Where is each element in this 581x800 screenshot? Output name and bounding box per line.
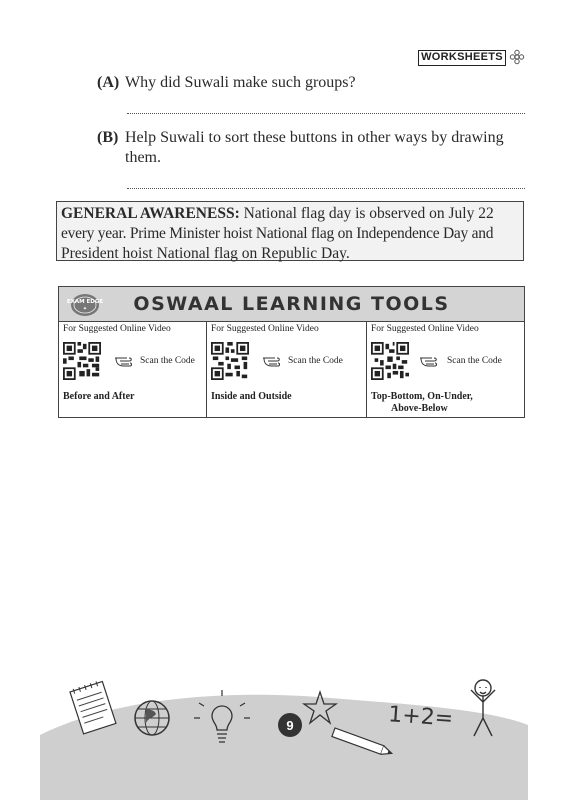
video-column [206, 321, 366, 418]
scan-code-label: Scan the Code [447, 356, 502, 366]
awareness-line-3: President hoist National flag on Republic Day. [61, 245, 350, 262]
question-b [97, 128, 527, 168]
learning-tools-panel [58, 286, 525, 418]
scan-code-label: Scan the Code [288, 356, 343, 366]
awareness-line-2: every year. Prime Minister hoist National flag on Independence Day and [61, 225, 494, 242]
answer-line[interactable] [127, 188, 525, 189]
general-awareness-box [56, 201, 524, 261]
footer-doodle-banner [0, 650, 581, 800]
learning-tools-title: OSWAAL LEARNING TOOLS [133, 293, 450, 315]
question-text: Why did Suwali make such groups? [125, 74, 356, 91]
video-column [59, 321, 206, 418]
flower-icon [509, 49, 525, 65]
awareness-line-1 [61, 204, 519, 224]
video-topic-line2: Above-Below [391, 403, 448, 414]
page-number: 9 [286, 718, 294, 733]
pointing-hand-icon [419, 353, 441, 367]
pointing-hand-icon [114, 353, 136, 367]
question-text-line1: Help Suwali to sort these buttons in other ways by drawing [125, 129, 504, 146]
answer-line[interactable] [127, 113, 525, 114]
awareness-heading: GENERAL AWARENESS: [61, 205, 240, 222]
logo-text: EXAM EDGE [66, 299, 104, 305]
qr-code-icon[interactable] [371, 342, 409, 380]
video-topic [371, 391, 473, 415]
video-label: For Suggested Online Video [371, 324, 479, 334]
video-label: For Suggested Online Video [211, 324, 319, 334]
qr-code-icon[interactable] [211, 342, 249, 380]
awareness-text: National flag day is observed on July 22 [239, 205, 494, 222]
qr-code-icon[interactable] [63, 342, 101, 380]
svg-text:✦: ✦ [82, 306, 88, 312]
scan-code-label: Scan the Code [140, 356, 195, 366]
video-label: For Suggested Online Video [63, 324, 171, 334]
video-topic: Inside and Outside [211, 391, 292, 402]
question-text-line2: them. [125, 149, 161, 166]
video-topic-line1: Top-Bottom, On-Under, [371, 391, 473, 402]
question-a [97, 73, 527, 93]
video-topic: Before and After [63, 391, 135, 402]
learning-tools-header [59, 287, 524, 322]
math-doodle: 1+2= [387, 702, 454, 732]
video-column [366, 321, 524, 418]
question-label: (B) [97, 129, 119, 146]
pointing-hand-icon [262, 353, 284, 367]
question-label: (A) [97, 74, 120, 91]
worksheets-tag: WORKSHEETS [418, 50, 506, 66]
